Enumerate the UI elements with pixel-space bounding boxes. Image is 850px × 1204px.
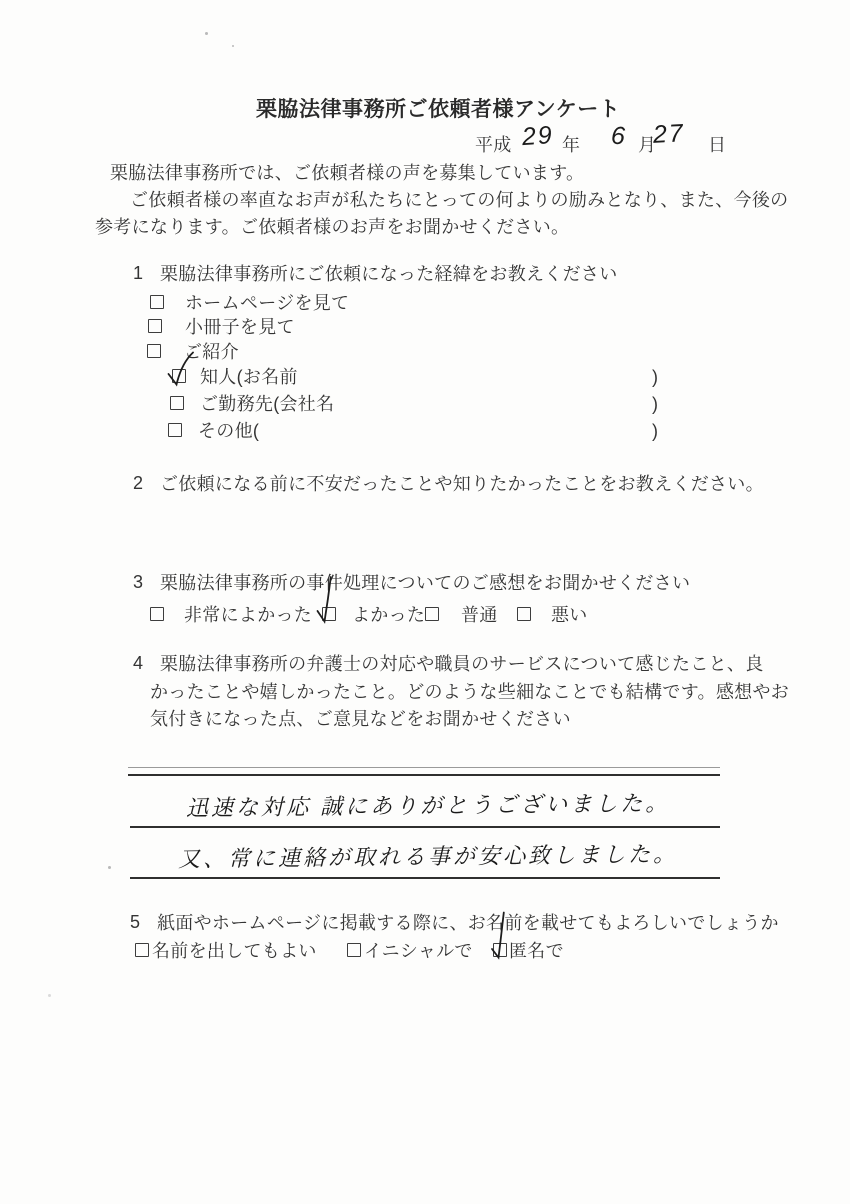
- scan-speck: [48, 994, 51, 997]
- q3-checkbox-very-good[interactable]: [150, 607, 164, 621]
- scan-speck: [108, 866, 111, 869]
- date-year-handwritten: 29: [521, 120, 555, 152]
- scan-speck: [205, 32, 208, 35]
- q5-option-real-name-label: 名前を出してもよい: [152, 941, 317, 961]
- q1-checkbox-acquaintance[interactable]: [172, 369, 186, 383]
- q1-option-referral-label: ご紹介: [184, 342, 239, 362]
- q1-checkbox-booklet[interactable]: [148, 319, 162, 333]
- q1-checkbox-homepage[interactable]: [150, 295, 164, 309]
- q3-text: 栗脇法律事務所の事件処理についてのご感想をお聞かせください: [160, 573, 691, 593]
- q1-suboption-workplace-paren: ): [652, 394, 659, 414]
- q5-text: 紙面やホームページに掲載する際に、お名前を載せてもよろしいでしょうか: [157, 913, 779, 933]
- q1-checkbox-other[interactable]: [168, 423, 182, 437]
- q3-option-bad-label: 悪い: [551, 605, 588, 625]
- q3-checkbox-good[interactable]: [322, 607, 336, 621]
- q1-option-booklet-label: 小冊子を見て: [185, 317, 295, 337]
- q1-text: 栗脇法律事務所にご依頼になった経緯をお教えください: [160, 264, 618, 284]
- q5-checkbox-anonymous[interactable]: [493, 943, 507, 957]
- scan-speck: [232, 45, 234, 47]
- q1-checkbox-referral[interactable]: [147, 344, 161, 358]
- intro-line-2: ご依頼者様の率直なお声が私たちにとっての何よりの励みとなり、また、今後の: [130, 190, 789, 210]
- q3-option-good-label: よかった: [352, 605, 426, 625]
- date-month-handwritten: 6: [610, 121, 628, 151]
- q2-number: 2: [133, 473, 144, 493]
- q1-option-homepage-label: ホームページを見て: [185, 293, 350, 313]
- date-year-label: 年: [562, 135, 581, 155]
- date-era-label: 平成: [475, 135, 512, 155]
- intro-line-1: 栗脇法律事務所では、ご依頼者様の声を募集しています。: [110, 163, 585, 183]
- q5-checkbox-real-name[interactable]: [135, 943, 149, 957]
- q2-text: ご依頼になる前に不安だったことや知りたかったことをお教えください。: [160, 474, 764, 494]
- q4-text-line-1: 栗脇法律事務所の弁護士の対応や職員のサービスについて感じたこと、良: [160, 654, 764, 674]
- form-title: 栗脇法律事務所ご依頼者様アンケート: [256, 98, 621, 121]
- q1-number: 1: [133, 263, 144, 283]
- q5-number: 5: [130, 912, 141, 932]
- handwritten-answer-2: 又、常に連絡が取れる事が安心致しました。: [177, 841, 679, 872]
- q3-checkbox-bad[interactable]: [517, 607, 531, 621]
- q3-option-average-label: 普通: [461, 605, 498, 625]
- answer-rule-top-faint: [128, 767, 720, 768]
- intro-line-3: 参考になります。ご依頼者様のお声をお聞かせください。: [95, 217, 570, 237]
- handwritten-answer-1: 迅速な対応 誠にありがとうございました。: [185, 790, 671, 821]
- q1-suboption-other-label: その他(: [198, 421, 260, 441]
- q4-text-line-3: 気付きになった点、ご意見などをお聞かせください: [150, 709, 571, 729]
- answer-rule-1: [128, 774, 720, 776]
- q3-option-very-good-label: 非常によかった: [184, 605, 313, 625]
- q4-text-line-2: かったことや嬉しかったこと。どのような些細なことでも結構です。感想やお: [150, 682, 790, 702]
- q1-checkbox-workplace[interactable]: [170, 396, 184, 410]
- q4-number: 4: [133, 653, 144, 673]
- q1-suboption-acquaintance-paren: ): [652, 367, 659, 387]
- q1-suboption-other-paren: ): [652, 421, 659, 441]
- q5-option-initials-label: イニシャルで: [364, 941, 473, 961]
- date-day-handwritten: 27: [652, 119, 686, 149]
- q1-suboption-workplace-label: ご勤務先(会社名: [200, 394, 335, 414]
- date-day-label: 日: [708, 135, 727, 155]
- q5-checkbox-initials[interactable]: [347, 943, 361, 957]
- q3-number: 3: [133, 572, 144, 592]
- answer-rule-2: [130, 826, 720, 828]
- date-month-label: 月: [638, 135, 657, 155]
- q3-checkbox-average[interactable]: [425, 607, 439, 621]
- q1-suboption-acquaintance-label: 知人(お名前: [200, 367, 298, 387]
- q5-option-anonymous-label: 匿名で: [509, 941, 564, 961]
- answer-rule-3: [130, 877, 720, 879]
